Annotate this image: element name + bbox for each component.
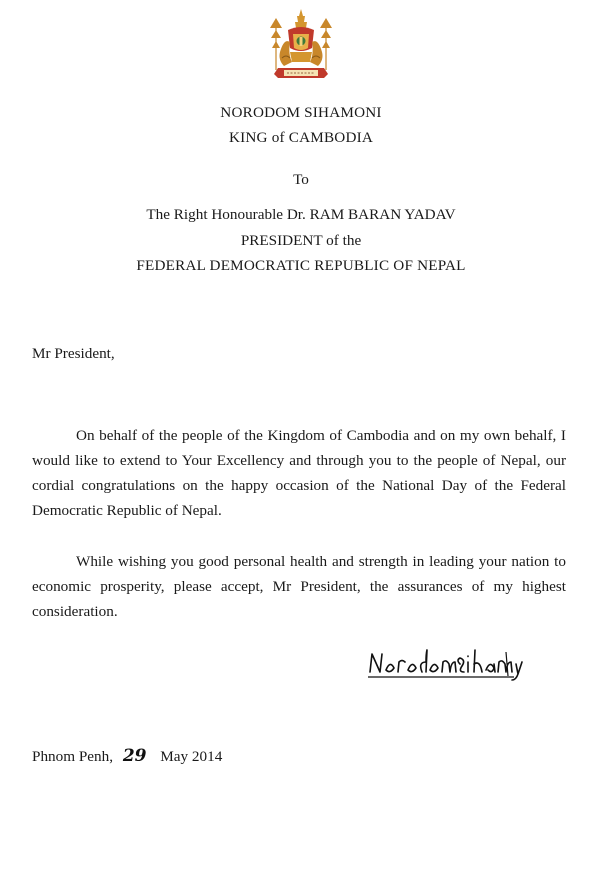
date-day-handwritten: 29 xyxy=(122,746,147,766)
sender-name: NORODOM SIHAMONI xyxy=(220,104,382,121)
royal-coat-of-arms-icon xyxy=(266,8,336,82)
body-paragraph: On behalf of the people of the Kingdom of Cambodia and on my own behalf, I would like to extend to Your Excellency and through you to the people of Nepal, our cordial congratulations on the happy occasion of the National Day of the Federal Democratic Republic of Nepal. xyxy=(32,427,566,519)
recipient-position: PRESIDENT of the xyxy=(240,232,362,249)
recipient-name: The Right Honourable Dr. RAM BARAN YADAV xyxy=(146,206,456,223)
signature-icon xyxy=(366,646,526,682)
place-name: Phnom Penh, xyxy=(32,748,114,765)
sender-title: KING of CAMBODIA xyxy=(228,129,374,146)
salutation: Mr President, xyxy=(32,345,115,362)
recipient-country: FEDERAL DEMOCRATIC REPUBLIC OF NEPAL xyxy=(136,257,466,274)
date-month-year: May 2014 xyxy=(160,748,223,765)
body-paragraph: While wishing you good personal health and strength in leading your nation to economic prosperity, please accept, Mr President, the assurances of my highest consideration. xyxy=(32,553,566,620)
date-line xyxy=(32,747,222,766)
to-label: To xyxy=(293,171,309,188)
